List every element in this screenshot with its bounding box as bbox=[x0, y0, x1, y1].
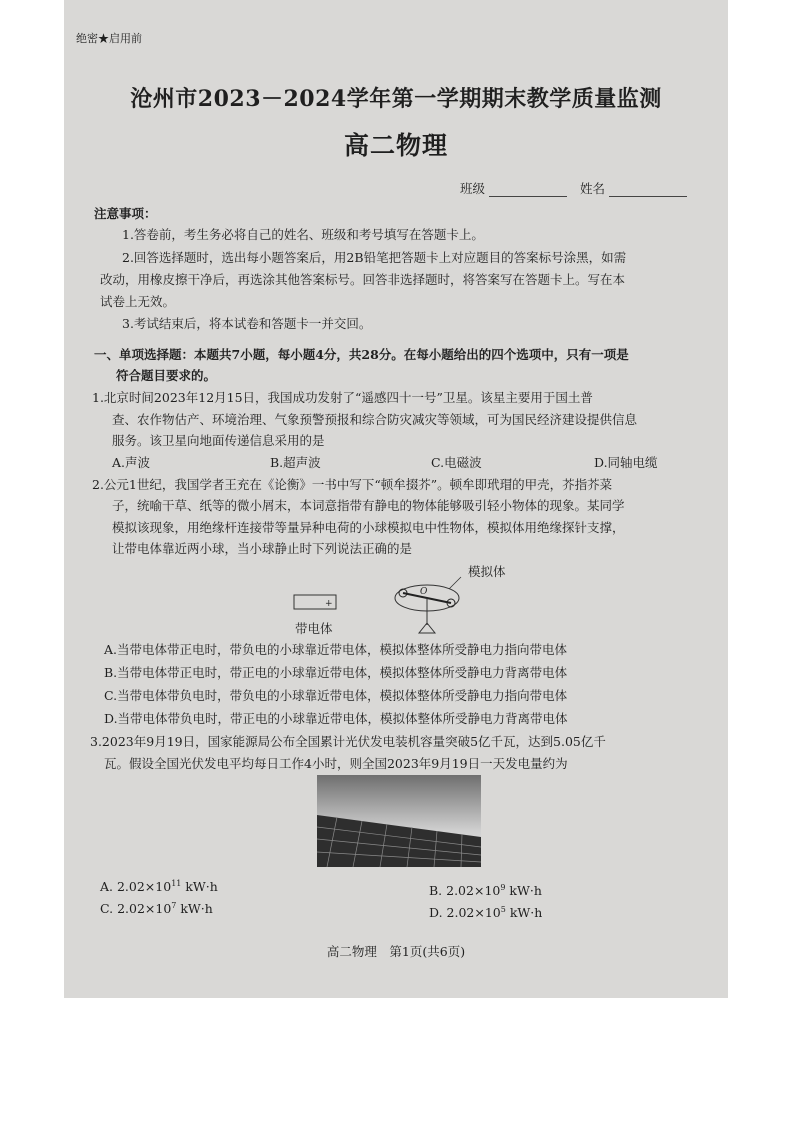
q1-option-d: D.同轴电缆 bbox=[594, 455, 658, 470]
q3-stem: 3.2023年9月19日，国家能源局公布全国累计光伏发电装机容量突破5亿千瓦，达到5.05亿千 bbox=[90, 734, 606, 749]
class-label: 班级 bbox=[460, 181, 486, 196]
note-line: 试卷上无效。 bbox=[100, 294, 176, 309]
note-line: 1.答卷前，考生务必将自己的姓名、班级和考号填写在答题卡上。 bbox=[122, 227, 484, 242]
section-heading: 一、单项选择题：本题共7小题，每小题4分，共28分。在每小题给出的四个选项中，只有一项是 bbox=[94, 347, 629, 362]
plus-sign: + bbox=[325, 599, 333, 609]
solar-panel-photo bbox=[317, 775, 481, 867]
section-heading-cont: 符合题目要求的。 bbox=[116, 368, 217, 383]
q2-option-b: B.当带电体带正电时，带正电的小球靠近带电体，模拟体整体所受静电力背离带电体 bbox=[104, 665, 568, 680]
class-field bbox=[460, 181, 567, 197]
pivot-label: O bbox=[420, 587, 428, 597]
subject-title: 高二物理 bbox=[343, 131, 448, 160]
note-line: 改动，用橡皮擦干净后，再选涂其他答案标号。回答非选择题时，将答案写在答题卡上。写在本 bbox=[100, 272, 626, 287]
q2-stem: 让带电体靠近两小球，当小球静止时下列说法正确的是 bbox=[112, 541, 413, 556]
q3-stem: 瓦。假设全国光伏发电平均每日工作4小时，则全国2023年9月19日一天发电量约为 bbox=[104, 756, 568, 771]
q1-option-a: A.声波 bbox=[112, 455, 151, 470]
q2-stem: 模拟该现象，用绝缘杆连接带等量异种电荷的小球模拟电中性物体，模拟体用绝缘探针支撑， bbox=[112, 520, 625, 535]
confidential-tag: 绝密★启用前 bbox=[76, 32, 142, 45]
q2-option-d: D.当带电体带负电时，带正电的小球靠近带电体，模拟体整体所受静电力背离带电体 bbox=[104, 711, 568, 726]
q1-stem: 服务。该卫星向地面传递信息采用的是 bbox=[112, 433, 325, 448]
q1-stem: 1.北京时间2023年12月15日，我国成功发射了“遥感四十一号”卫星。该星主要用于国土普 bbox=[92, 390, 593, 405]
name-label: 姓名 bbox=[580, 181, 606, 196]
q2-option-c: C.当带电体带负电时，带负电的小球靠近带电体，模拟体整体所受静电力指向带电体 bbox=[104, 688, 568, 703]
leader-line bbox=[449, 577, 461, 589]
q1-option-b: B.超声波 bbox=[270, 455, 321, 470]
model-label: 模拟体 bbox=[468, 564, 506, 579]
exam-title: 沧州市2023－2024学年第一学期期末教学质量监测 bbox=[130, 86, 662, 112]
notes-heading: 注意事项： bbox=[94, 206, 157, 221]
q2-stem: 子，统喻干草、纸等的微小屑末，本词意指带有静电的物体能够吸引轻小物体的现象。某同学 bbox=[112, 498, 625, 513]
q2-option-a: A.当带电体带正电时，带负电的小球靠近带电体，模拟体整体所受静电力指向带电体 bbox=[104, 642, 568, 657]
q2-stem: 2.公元1世纪，我国学者王充在《论衡》一书中写下“顿牟掇芥”。顿牟即玳瑁的甲壳，芥指芥菜 bbox=[92, 477, 613, 492]
q3-option-b: B. $2.02\times 10^9$ kW·h bbox=[429, 883, 542, 899]
q3-option-d: D. $2.02\times 10^5$ kW·h bbox=[429, 905, 543, 921]
charged-body-label: 带电体 bbox=[295, 621, 333, 636]
name-field bbox=[580, 181, 687, 197]
exam-paper bbox=[64, 0, 728, 998]
note-line: 2.回答选择题时，选出每小题答案后，用2B铅笔把答题卡上对应题目的答案标号涂黑，如需 bbox=[122, 250, 627, 265]
q1-option-c: C.电磁波 bbox=[431, 455, 482, 470]
page-footer: 高二物理 第1页(共6页) bbox=[326, 944, 466, 959]
q1-stem: 查、农作物估产、环境治理、气象预警预报和综合防灾减灾等领域，可为国民经济建设提供信息 bbox=[112, 412, 638, 427]
q3-option-a: A. $2.02\times 10^{11}$ kW·h bbox=[100, 879, 218, 895]
q3-option-c: C. $2.02\times 10^7$ kW·h bbox=[100, 901, 213, 917]
note-line: 3.考试结束后，将本试卷和答题卡一并交回。 bbox=[122, 316, 372, 331]
